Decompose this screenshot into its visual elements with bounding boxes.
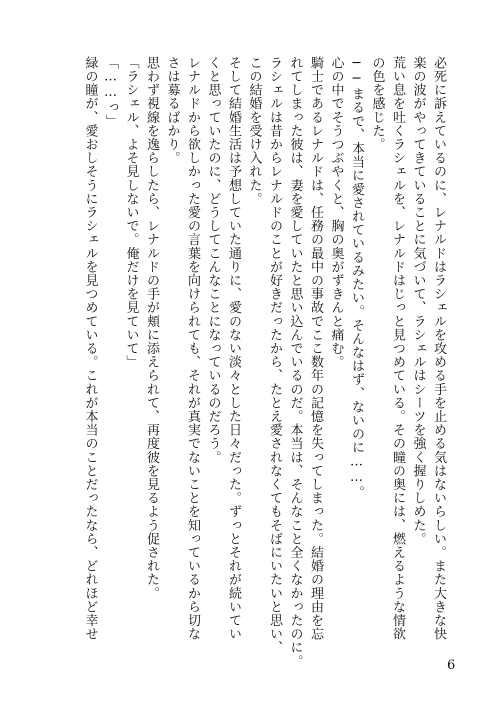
text-line: れてしまった彼は、妻を愛していたと思い込んでいるのだ。本当は、そんなこと全くなかったのに。	[287, 56, 303, 668]
text-line: 必死に訴えているのに、レナルドはラシェルを攻める手を止める気はないらしい。また大きな快	[431, 56, 446, 641]
text-line: 楽の波がやってきていることに気づいて、ラシェルはシーツを強く握りしめた。	[410, 56, 426, 546]
text-line: ラシェルは昔からレナルドのことが好きだったから、たとえ愛されなくてもそばにいたいと思い、	[267, 56, 282, 655]
text-line: の色を感じた。	[369, 56, 385, 152]
text-line: 「……っ」	[103, 56, 118, 128]
text-line: そして結婚生活は予想していた通りに、愛のない淡々とした日々だった。ずっとそれが続いてい	[226, 56, 241, 641]
text-line: 緑の瞳が、愛おしそうにラシェルを見つめている。これが本当のことだったなら、どれほど幸せ	[82, 56, 98, 641]
text-line: 思わず視線を逸らしたら、レナルドの手が頬に添えられて、再度彼を見るよう促された。	[144, 56, 159, 600]
text-line: さは募るばかり。	[164, 56, 180, 165]
text-line: 荒い息を吐くラシェルを、レナルドはじっと見つめている。その瞳の奥には、燃えるような情欲	[390, 56, 405, 641]
text-line: 「ラシェル、よそ見しないで。俺だけを見ていて」	[123, 56, 139, 369]
page-number: 6	[447, 658, 456, 673]
vertical-body-text	[38, 56, 448, 668]
text-line: この結婚を受け入れた。	[246, 56, 262, 206]
text-line: 心の中でそうつぶやくと、胸の奥がずきんと痛む。	[328, 56, 344, 369]
text-line: ──まるで、本当に愛されているみたい。そんなはず、ないのに……。	[349, 56, 364, 500]
text-line: 騎士であるレナルドは、任務の最中の事故でここ数年の記憶を失ってしまった。結婚の理由を忘	[308, 56, 323, 641]
text-line: くと思っていたのに、どうしてこんなことになっているのだろう。	[205, 56, 221, 464]
text-line: レナルドから欲しかった愛の言葉を向けられても、それが真実でないことを知っているから切な	[185, 56, 200, 641]
